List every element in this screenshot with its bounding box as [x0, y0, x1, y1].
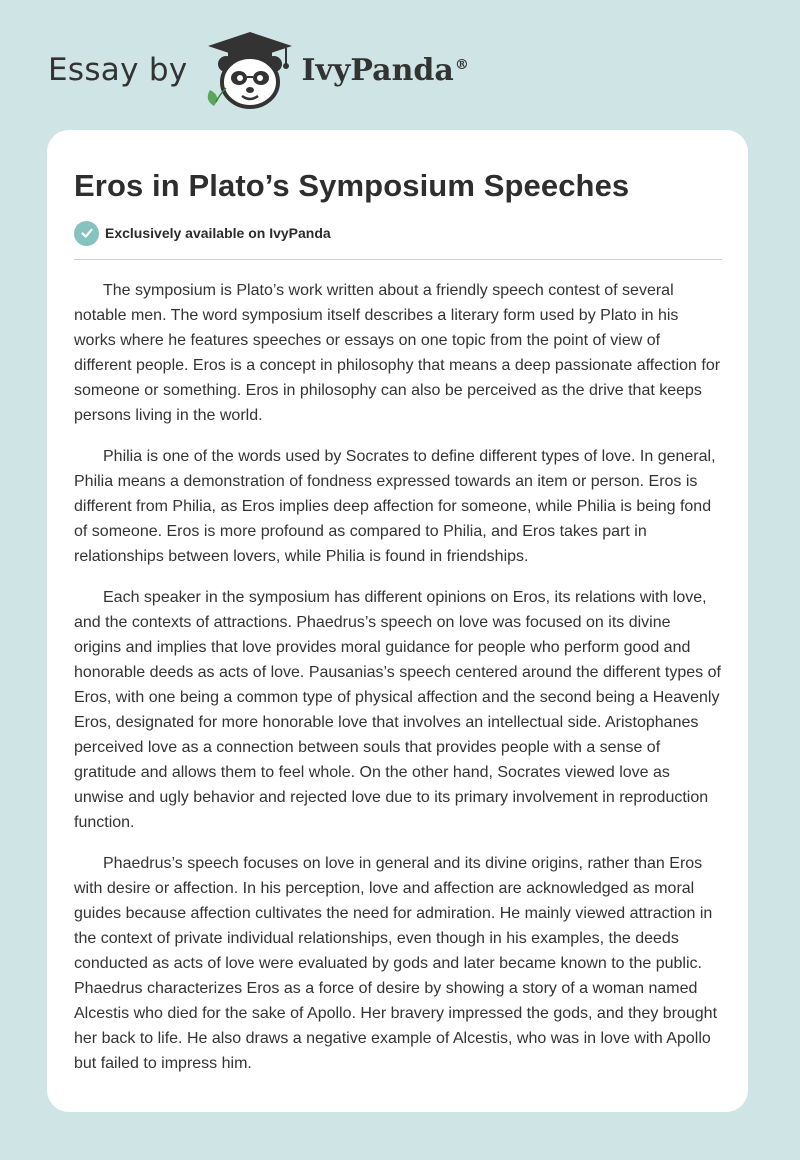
paragraph: Philia is one of the words used by Socrates to define different types of love. In general, Philia means a demonstration of fondness expressed towards an item or person. Eros is different from Philia, as Eros implies deep affection for someone, while Philia is being fond of someone. Eros is more profound as compared to Philia, and Eros takes part in relationships between lovers, while Philia is found in friendships. — [74, 448, 716, 565]
paragraph: Phaedrus’s speech focuses on love in general and its divine origins, rather than Eros with desire or affection. In his perception, love and affection are acknowledged as moral guides because affection cultivates the need for admiration. He mainly viewed attraction in the context of private individual relationships, even though in his examples, the deeds conducted as acts of love were evaluated by gods and later became known to the public. Phaedrus characterizes Eros as a force of desire by showing a story of a woman named Alcestis who died for the sake of Apollo. Her bravery impressed the gods, and they brought her back to life. He also draws a negative example of Alcestis, who was in love with Apollo but failed to impress him. — [74, 855, 718, 1072]
paragraph: The symposium is Plato’s work written about a friendly speech contest of several notable men. The word symposium itself describes a literary form used by Plato in his works where he features speeches or essays on one topic from the point of view of different people. Eros is a concept in philosophy that means a deep passionate affection for someone or something. Eros in philosophy can also be perceived as the drive that keeps persons living in the world. — [74, 282, 721, 424]
exclusive-badge — [74, 220, 722, 246]
brand-prefix: Essay by — [48, 52, 188, 88]
registered-mark: ® — [454, 56, 469, 73]
article-body — [74, 278, 722, 1076]
page-title: Eros in Plato’s Symposium Speeches — [74, 168, 630, 203]
panda-graduate-icon — [202, 30, 298, 110]
check-icon — [74, 221, 99, 246]
article-card — [47, 130, 748, 1112]
brand-header[interactable] — [48, 30, 469, 110]
exclusive-label: Exclusively available on IvyPanda — [105, 225, 331, 241]
brand-name: IvyPanda® — [301, 52, 469, 88]
paragraph: Each speaker in the symposium has different opinions on Eros, its relations with love, and the contexts of attractions. Phaedrus’s speech on love was focused on its divine origins and implies that love provides moral guidance for people who perform good and honorable deeds as acts of love. Pausanias’s speech centered around the different types of Eros, with one being a common type of physical affection and the second being a Heavenly Eros, designated for more honorable love that involves an intellectual side. Aristophanes perceived love as a connection between souls that provides people with a sense of gratitude and allows them to feel whole. On the other hand, Socrates viewed love as unwise and ugly behavior and rejected love due to its primary involvement in reproduction function. — [74, 589, 721, 831]
divider — [74, 259, 722, 260]
